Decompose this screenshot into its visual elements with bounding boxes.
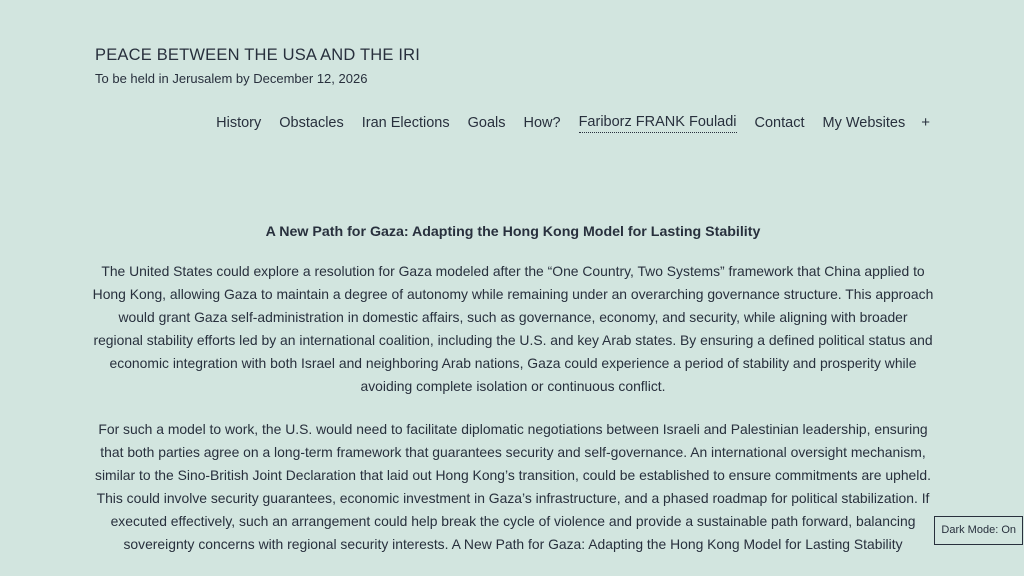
nav-item-fariborz-frank-fouladi[interactable]: Fariborz FRANK Fouladi <box>579 112 737 133</box>
nav-item-iran-elections[interactable]: Iran Elections <box>361 114 450 131</box>
article-paragraph: For such a model to work, the U.S. would need to facilitate diplomatic negotiations between Israeli and Palestinian leadership, ensuring that both parties agree on a long-term framework that guarantees security and self-governance. An international oversight mechanism, similar to the Sino-British Joint Declaration that laid out Hong Kong’s transition, could be established to ensure commitments are upheld. This could involve security guarantees, economic investment in Gaza’s infrastructure, and a phased roadmap for political stabilization. If executed effectively, such an arrangement could help break the cycle of violence and provide a sustainable path forward, balancing sovereignty concerns with regional security interests. A New Path for Gaza: Adapting the Hong Kong Model for Lasting Stability <box>95 421 931 552</box>
article-content <box>92 222 934 576</box>
dark-mode-toggle[interactable]: Dark Mode: On <box>934 516 1023 545</box>
article-heading: A New Path for Gaza: Adapting the Hong Kong Model for Lasting Stability <box>265 224 761 240</box>
article-paragraph: The United States could explore a resolution for Gaza modeled after the “One Country, Two Systems” framework that China applied to Hong Kong, allowing Gaza to maintain a degree of autonomy while remaining under an overarching governance structure. This approach would grant Gaza self-administration in domestic affairs, such as governance, economy, and security, while aligning with broader regional stability efforts led by an international coalition, including the U.S. and key Arab states. By ensuring a defined political status and economic integration with both Israel and neighboring Arab nations, Gaza could experience a period of stability and prosperity while avoiding complete isolation or continuous conflict. <box>92 263 934 394</box>
nav-item-obstacles[interactable]: Obstacles <box>279 114 344 131</box>
site-title[interactable]: PEACE BETWEEN THE USA AND THE IRI <box>95 46 421 64</box>
site-branding <box>95 44 420 88</box>
nav-item-how[interactable]: How? <box>523 114 561 131</box>
site-description: To be held in Jerusalem by December 12, 2026 <box>95 71 368 86</box>
expand-menu-button[interactable]: + <box>921 114 930 131</box>
nav-item-goals[interactable]: Goals <box>467 114 506 131</box>
nav-item-history[interactable]: History <box>216 114 262 131</box>
primary-navigation <box>216 112 930 133</box>
nav-item-my-websites[interactable]: My Websites <box>822 114 906 131</box>
nav-item-contact[interactable]: Contact <box>754 114 805 131</box>
